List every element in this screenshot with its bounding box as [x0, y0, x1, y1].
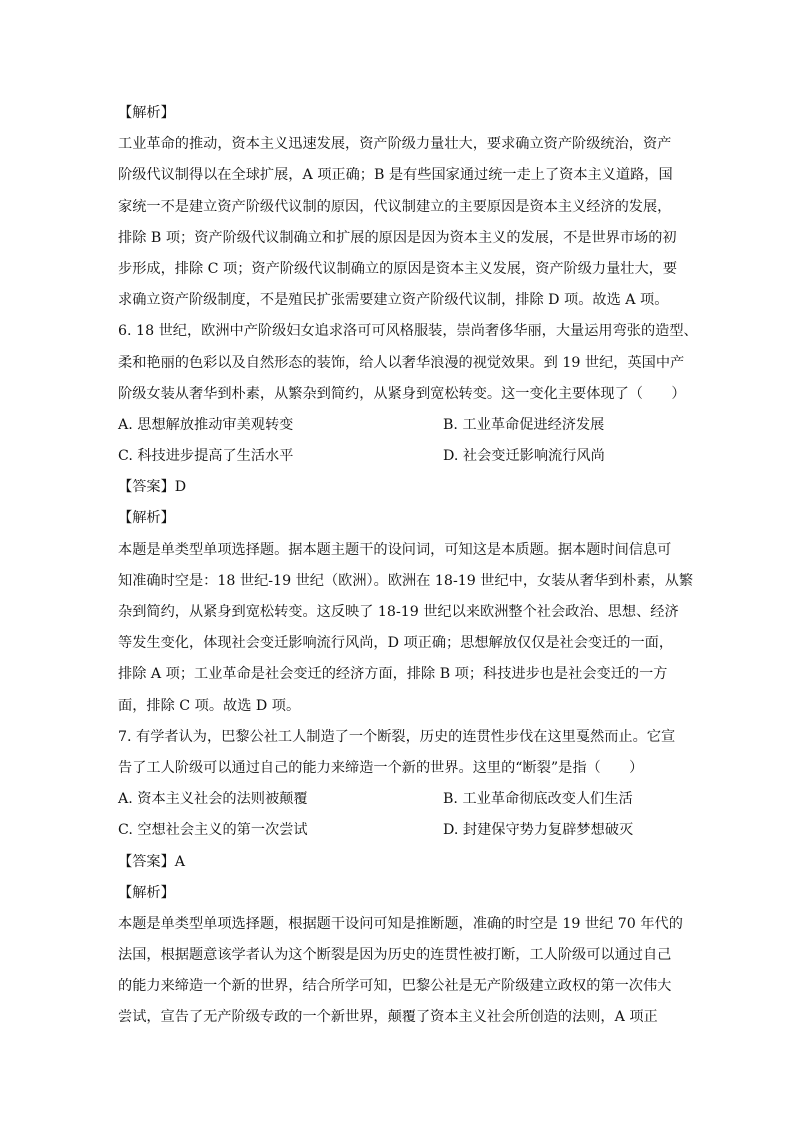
- text-line: 杂到简约，从紧身到宽松转变。这反映了 18-19 世纪以来欧洲整个社会政治、思想、经济: [118, 604, 679, 620]
- text-line: 柔和艳丽的色彩以及自然形态的装饰，给人以奢华浪漫的视觉效果。到 19 世纪，英国中产: [118, 354, 685, 371]
- text-line: 【答案】D: [118, 479, 187, 496]
- text-line: 6. 18 世纪，欧洲中产阶级妇女追求洛可可风格服装，崇尚奢侈华丽，大量运用弯张的造型、: [118, 323, 698, 340]
- option-left: A. 资本主义社会的法则被颠覆: [118, 791, 308, 808]
- option-left: A. 思想解放推动审美观转变: [118, 416, 294, 433]
- text-line: 【答案】A: [118, 853, 185, 870]
- text-line: 【解析】: [118, 884, 175, 901]
- option-right: D. 封建保守势力复辟梦想破灭: [443, 822, 634, 839]
- option-left: C. 空想社会主义的第一次尝试: [118, 822, 308, 839]
- text-line: 【解析】: [118, 105, 175, 121]
- text-line: 【解析】: [118, 510, 175, 527]
- text-line: 本题是单类型单项选择题，根据题干设问可知是推断题，准确的时空是 19 世纪 70 年代的: [118, 915, 683, 932]
- text-line: 尝试，宣告了无产阶级专政的一个新世界，颠覆了资本主义社会所创造的法则，A 项正: [118, 1009, 658, 1026]
- text-line: 法国，根据题意该学者认为这个断裂是因为历史的连贯性被打断，工人阶级可以通过自己: [118, 947, 672, 964]
- text-line: 等发生变化，体现社会变迁影响流行风尚，D 项正确；思想解放仅仅是社会变迁的一面，: [118, 635, 674, 652]
- text-line: 家统一不是建立资产阶级代议制的原因，代议制建立的主要原因是资本主义经济的发展，: [118, 198, 672, 215]
- text-line: 阶级代议制得以在全球扩展，A 项正确；B 是有些国家通过统一走上了资本主义道路，国: [118, 167, 673, 184]
- text-line: 工业革命的推动，资本主义迅速发展，资产阶级力量壮大，要求确立资产阶级统治，资产: [118, 136, 672, 153]
- text-line: 本题是单类型单项选择题。据本题主题干的设问词，可知这是本质题。据本题时间信息可: [118, 541, 672, 558]
- text-line: 排除 A 项；工业革命是社会变迁的经济方面，排除 B 项；科技进步也是社会变迁的一方: [118, 666, 668, 683]
- text-line: 求确立资产阶级制度，不是殖民扩张需要建立资产阶级代议制，排除 D 项。故选 A 项。: [118, 292, 669, 309]
- text-line: 的能力来缔造一个新的世界，结合所学可知，巴黎公社是无产阶级建立政权的第一次伟大: [118, 978, 672, 995]
- option-left: C. 科技进步提高了生活水平: [118, 448, 294, 465]
- option-right: B. 工业革命彻底改变人们生活: [443, 791, 633, 808]
- text-line: 7. 有学者认为，巴黎公社工人制造了一个断裂，历史的连贯性步伐在这里戛然而止。它宣: [118, 728, 676, 745]
- option-row: [118, 784, 678, 815]
- option-row: [118, 410, 678, 441]
- text-line: 知准确时空是：18 世纪-19 世纪（欧洲）。欧洲在 18-19 世纪中，女装从奢华到朴素，从繁: [118, 572, 694, 589]
- text-line: 告了工人阶级可以通过自己的能力来缔造一个新的世界。这里的“断裂”是指（ ）: [118, 759, 644, 776]
- text-line: 阶级女装从奢华到朴素，从繁杂到简约，从紧身到宽松转变。这一变化主要体现了（ ）: [118, 385, 686, 402]
- document-page: [118, 98, 698, 1034]
- option-right: B. 工业革命促进经济发展: [443, 416, 605, 433]
- option-row: [118, 441, 678, 472]
- text-line: 排除 B 项；资产阶级代议制确立和扩展的原因是因为资本主义的发展，不是世界市场的初: [118, 229, 677, 246]
- text-line: 步形成，排除 C 项；资产阶级代议制确立的原因是资本主义发展，资产阶级力量壮大，要: [118, 260, 678, 277]
- option-right: D. 社会变迁影响流行风尚: [443, 448, 605, 465]
- text-line: 面，排除 C 项。故选 D 项。: [118, 697, 301, 714]
- option-row: [118, 815, 678, 846]
